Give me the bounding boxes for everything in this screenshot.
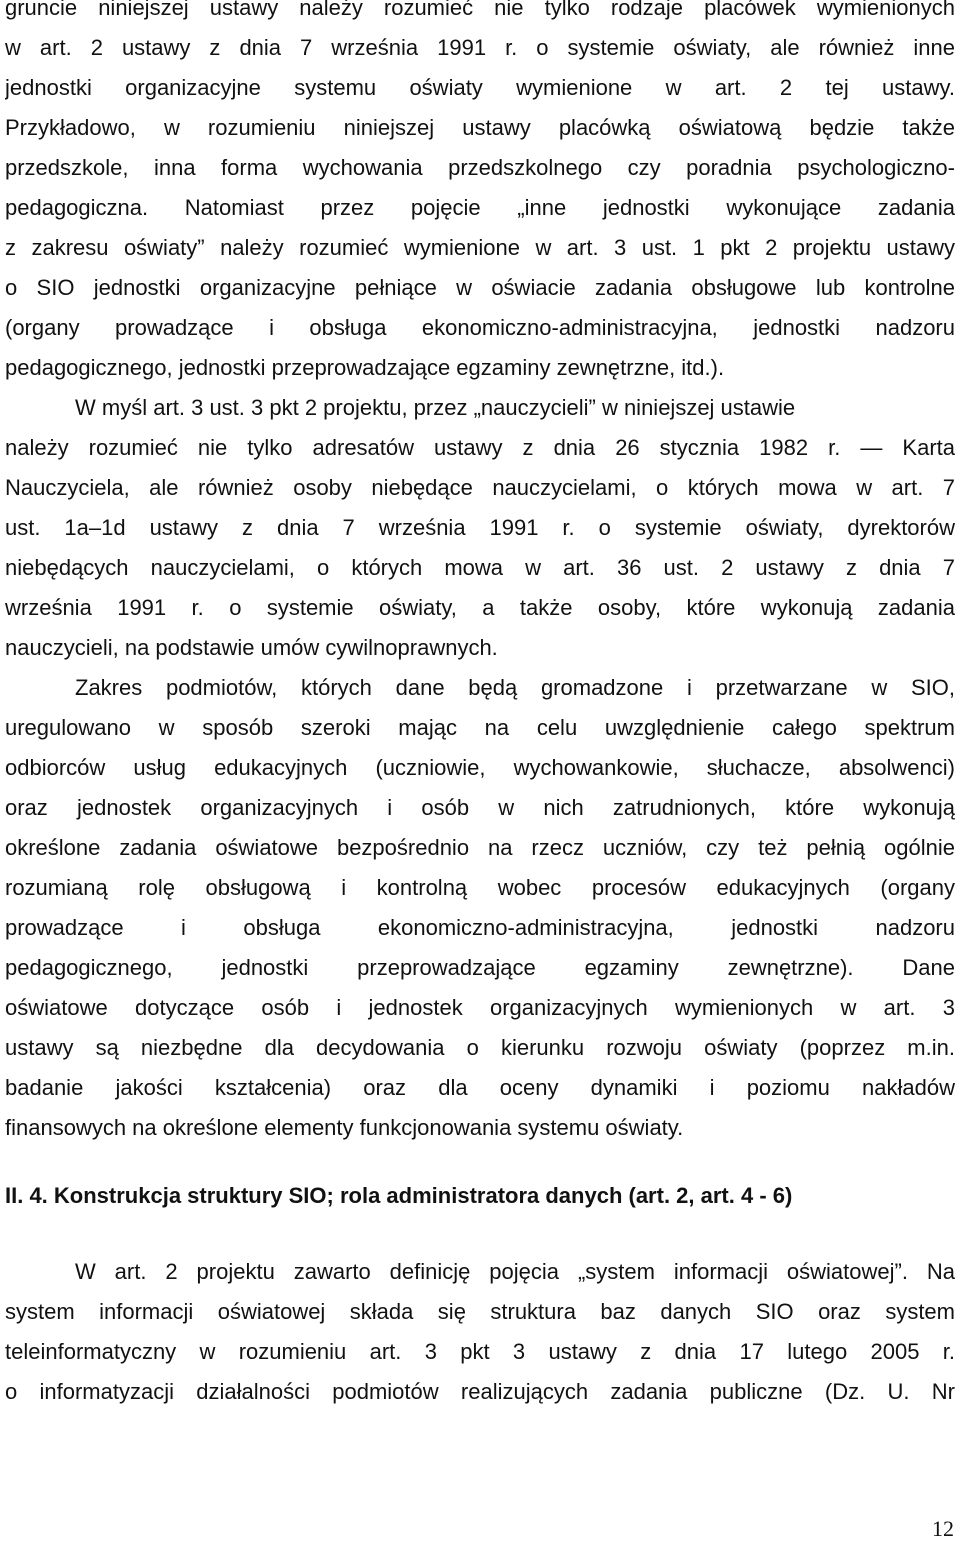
text-line: o SIO jednostki organizacyjne pełniące w oświacie zadania obsługowe lub kontrolne	[5, 275, 955, 300]
paragraph-2	[5, 388, 955, 668]
text-line: należy rozumieć nie tylko adresatów ustawy z dnia 26 stycznia 1982 r. — Karta	[5, 435, 955, 460]
text-line: Przykładowo, w rozumieniu niniejszej ustawy placówką oświatową będzie także	[5, 115, 955, 140]
page-number: 12	[932, 1516, 954, 1541]
text-line: prowadzące i obsługa ekonomiczno-administracyjna, jednostki nadzoru	[5, 915, 955, 940]
text-line: rozumianą rolę obsługową i kontrolną wobec procesów edukacyjnych (organy	[5, 875, 955, 900]
text-line: z zakresu oświaty” należy rozumieć wymienione w art. 3 ust. 1 pkt 2 projektu ustawy	[5, 235, 955, 260]
section-heading: II. 4. Konstrukcja struktury SIO; rola administratora danych (art. 2, art. 4 - 6)	[5, 1183, 793, 1208]
text-line: Zakres podmiotów, których dane będą gromadzone i przetwarzane w SIO,	[75, 675, 955, 700]
text-line: (organy prowadzące i obsługa ekonomiczno-administracyjna, jednostki nadzoru	[5, 315, 955, 340]
text-line: pedagogicznego, jednostki przeprowadzające egzaminy zewnętrzne). Dane	[5, 955, 955, 980]
paragraph-1	[5, 0, 955, 388]
text-line: nauczycieli, na podstawie umów cywilnoprawnych.	[5, 635, 498, 660]
text-line: ustawy są niezbędne dla decydowania o kierunku rozwoju oświaty (poprzez m.in.	[5, 1035, 955, 1060]
paragraph-4	[5, 1252, 955, 1412]
text-line: pedagogiczna. Natomiast przez pojęcie „inne jednostki wykonujące zadania	[5, 195, 955, 220]
text-line: gruncie niniejszej ustawy należy rozumieć nie tylko rodzaje placówek wymienionych	[5, 0, 955, 20]
text-line: określone zadania oświatowe bezpośrednio na rzecz uczniów, czy też pełnią ogólnie	[5, 835, 955, 860]
text-line: oświatowe dotyczące osób i jednostek organizacyjnych wymienionych w art. 3	[5, 995, 955, 1020]
text-line: o informatyzacji działalności podmiotów realizujących zadania publiczne (Dz. U. Nr	[5, 1379, 955, 1404]
paragraph-3	[5, 668, 955, 1148]
text-line: system informacji oświatowej składa się struktura baz danych SIO oraz system	[5, 1299, 955, 1324]
text-line: badanie jakości kształcenia) oraz dla oceny dynamiki i poziomu nakładów	[5, 1075, 955, 1100]
text-line: Nauczyciela, ale również osoby niebędące nauczycielami, o których mowa w art. 7	[5, 475, 955, 500]
text-line: W myśl art. 3 ust. 3 pkt 2 projektu, przez „nauczycieli” w niniejszej ustawie	[75, 395, 796, 420]
text-line: września 1991 r. o systemie oświaty, a także osoby, które wykonują zadania	[5, 595, 955, 620]
text-line: w art. 2 ustawy z dnia 7 września 1991 r. o systemie oświaty, ale również inne	[5, 35, 955, 60]
text-line: niebędących nauczycielami, o których mowa w art. 36 ust. 2 ustawy z dnia 7	[5, 555, 955, 580]
text-line: oraz jednostek organizacyjnych i osób w nich zatrudnionych, które wykonują	[5, 795, 955, 820]
text-line: ust. 1a–1d ustawy z dnia 7 września 1991 r. o systemie oświaty, dyrektorów	[5, 515, 955, 540]
document-page	[5, 0, 955, 1412]
text-line: przedszkole, inna forma wychowania przedszkolnego czy poradnia psychologiczno-	[5, 155, 955, 180]
text-line: odbiorców usług edukacyjnych (uczniowie, wychowankowie, słuchacze, absolwenci)	[5, 755, 955, 780]
text-line: uregulowano w sposób szeroki mając na celu uwzględnienie całego spektrum	[5, 715, 955, 740]
text-line: W art. 2 projektu zawarto definicję pojęcia „system informacji oświatowej”. Na	[75, 1259, 955, 1284]
text-line: teleinformatyczny w rozumieniu art. 3 pkt 3 ustawy z dnia 17 lutego 2005 r.	[5, 1339, 955, 1364]
text-line: finansowych na określone elementy funkcjonowania systemu oświaty.	[5, 1115, 684, 1140]
text-line: jednostki organizacyjne systemu oświaty wymienione w art. 2 tej ustawy.	[5, 75, 955, 100]
text-line: pedagogicznego, jednostki przeprowadzające egzaminy zewnętrzne, itd.).	[5, 355, 725, 380]
